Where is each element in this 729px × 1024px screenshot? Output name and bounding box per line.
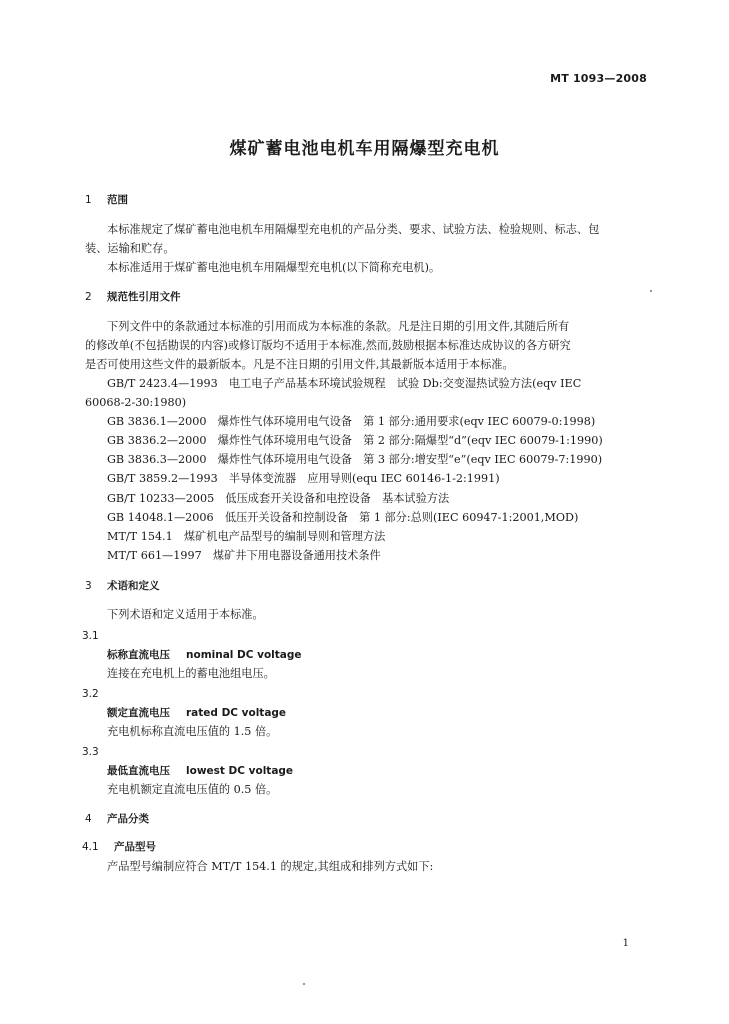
section-4-number: 4 [85, 813, 92, 825]
section-2-number: 2 [85, 291, 92, 303]
reference-item: MT/T 154.1 煤矿机电产品型号的编制导则和管理方法 [107, 530, 386, 543]
term-number: 3.1 [82, 630, 99, 642]
term-definition: 充电机标称直流电压值的 1.5 倍。 [107, 725, 278, 738]
scan-speck [650, 290, 652, 292]
section-1-heading [85, 193, 128, 207]
reference-item: GB/T 3859.2—1993 半导体变流器 应用导则(equ IEC 60146-1-2:1991) [107, 472, 500, 485]
section-1-para1-line1: 本标准规定了煤矿蓄电池电机车用隔爆型充电机的产品分类、要求、试验方法、检验规则、标志、包 [107, 223, 600, 236]
section-1-title: 范围 [107, 194, 128, 206]
section-1-number: 1 [85, 194, 92, 206]
term-number: 3.2 [82, 688, 99, 700]
section-3-intro: 下列术语和定义适用于本标准。 [107, 608, 264, 621]
section-2-title: 规范性引用文件 [107, 291, 181, 303]
section-2-intro-line1: 下列文件中的条款通过本标准的引用而成为本标准的条款。凡是注日期的引用文件,其随后所有 [107, 320, 570, 333]
term-title [107, 648, 302, 662]
section-2-intro-line2: 的修改单(不包括勘误的内容)或修订版均不适用于本标准,然而,鼓励根据本标准达成协议的各方研究 [85, 339, 571, 352]
section-3-number: 3 [85, 580, 92, 592]
term-en: rated DC voltage [186, 707, 287, 719]
section-3-title: 术语和定义 [107, 580, 160, 592]
section-4-heading [85, 812, 149, 826]
reference-item: GB/T 10233—2005 低压成套开关设备和电控设备 基本试验方法 [107, 492, 450, 505]
term-number: 3.3 [82, 746, 99, 758]
section-4-1-title: 产品型号 [114, 841, 156, 853]
term-title [107, 706, 286, 720]
reference-item: MT/T 661—1997 煤矿井下用电器设备通用技术条件 [107, 549, 381, 562]
section-1-para2: 本标准适用于煤矿蓄电池电机车用隔爆型充电机(以下简称充电机)。 [107, 261, 441, 274]
reference-item-continuation: 60068-2-30:1980) [85, 396, 187, 409]
term-title [107, 764, 293, 778]
reference-item: GB 3836.1—2000 爆炸性气体环境用电气设备 第 1 部分:通用要求(eqv IEC 60079-0:1998) [107, 415, 596, 428]
term-en: nominal DC voltage [186, 649, 302, 661]
standard-number: MT 1093—2008 [550, 72, 647, 85]
page-number: 1 [622, 938, 629, 949]
term-definition: 充电机额定直流电压值的 0.5 倍。 [107, 783, 278, 796]
document-title: 煤矿蓄电池电机车用隔爆型充电机 [229, 139, 500, 159]
section-4-title: 产品分类 [107, 813, 149, 825]
reference-item: GB 3836.3—2000 爆炸性气体环境用电气设备 第 3 部分:增安型“e”(eqv IEC 60079-7:1990) [107, 453, 603, 466]
section-2-heading [85, 290, 181, 304]
term-cn: 额定直流电压 [107, 707, 170, 719]
section-4-1-number: 4.1 [82, 841, 99, 853]
term-en: lowest DC voltage [186, 765, 294, 777]
section-4-1-heading [82, 840, 156, 854]
term-cn: 标称直流电压 [107, 649, 170, 661]
scan-speck [303, 983, 305, 985]
term-definition: 连接在充电机上的蓄电池组电压。 [107, 667, 275, 680]
section-2-intro-line3: 是否可使用这些文件的最新版本。凡是不注日期的引用文件,其最新版本适用于本标准。 [85, 358, 514, 371]
section-3-heading [85, 579, 160, 593]
reference-item: GB 14048.1—2006 低压开关设备和控制设备 第 1 部分:总则(IEC 60947-1:2001,MOD) [107, 511, 579, 524]
section-1-para1-line2: 装、运输和贮存。 [85, 242, 175, 255]
term-cn: 最低直流电压 [107, 765, 170, 777]
reference-item: GB/T 2423.4—1993 电工电子产品基本环境试验规程 试验 Db:交变湿热试验方法(eqv IEC [107, 377, 582, 390]
reference-item: GB 3836.2—2000 爆炸性气体环境用电气设备 第 2 部分:隔爆型“d”(eqv IEC 60079-1:1990) [107, 434, 603, 447]
section-4-1-text: 产品型号编制应符合 MT/T 154.1 的规定,其组成和排列方式如下: [107, 860, 434, 873]
